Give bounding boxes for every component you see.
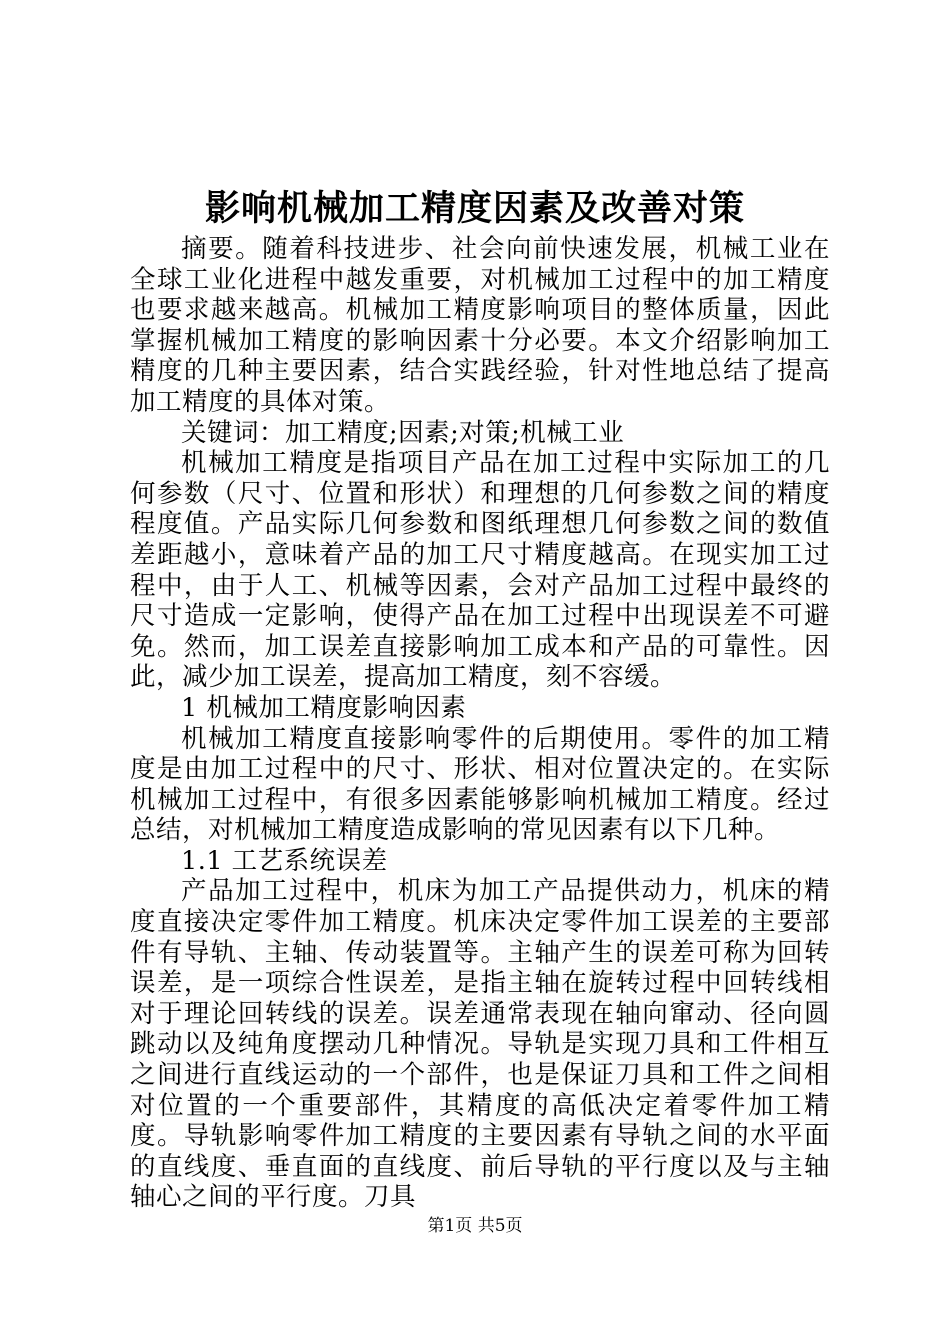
section-1-paragraph: 机械加工精度直接影响零件的后期使用。零件的加工精度是由加工过程中的尺寸、形状、相对位置决定的。在实际机械加工过程中，有很多因素能够影响机械加工精度。经过总结，对机械加工精度造成影响的常见因素有以下几种。 xyxy=(130,723,830,846)
intro-paragraph: 机械加工精度是指项目产品在加工过程中实际加工的几何参数（尺寸、位置和形状）和理想的几何参数之间的精度程度值。产品实际几何参数和图纸理想几何参数之间的数值差距越小，意味着产品的加工尺寸精度越高。在现实加工过程中，由于人工、机械等因素，会对产品加工过程中最终的尺寸造成一定影响，使得产品在加工过程中出现误差不可避免。然而，加工误差直接影响加工成本和产品的可靠性。因此，减少加工误差，提高加工精度，刻不容缓。 xyxy=(130,448,830,693)
abstract-paragraph: 摘要。随着科技进步、社会向前快速发展，机械工业在全球工业化进程中越发重要，对机械加工过程中的加工精度也要求越来越高。机械加工精度影响项目的整体质量，因此掌握机械加工精度的影响因素十分必要。本文介绍影响加工精度的几种主要因素，结合实践经验，针对性地总结了提高加工精度的具体对策。 xyxy=(130,234,830,417)
document-body xyxy=(130,234,830,1213)
section-heading-1: 1 机械加工精度影响因素 xyxy=(181,692,467,723)
document-title: 影响机械加工精度因素及改善对策 xyxy=(204,188,745,229)
section-heading-1-1: 1.1 工艺系统误差 xyxy=(181,845,388,876)
page-number-footer: 第1页 共5页 xyxy=(427,1216,523,1236)
keywords-paragraph: 关键词：加工精度;因素;对策;机械工业 xyxy=(181,417,625,448)
section-1-1-paragraph: 产品加工过程中，机床为加工产品提供动力，机床的精度直接决定零件加工精度。机床决定零件加工误差的主要部件有导轨、主轴、传动装置等。主轴产生的误差可称为回转误差，是一项综合性误差，是指主轴在旋转过程中回转线相对于理论回转线的误差。误差通常表现在轴向窜动、径向圆跳动以及纯角度摆动几种情况。导轨是实现刀具和工件相互之间进行直线运动的一个部件，也是保证刀具和工件之间相对位置的一个重要部件，其精度的高低决定着零件加工精度。导轨影响零件加工精度的主要因素有导轨之间的水平面的直线度、垂直面的直线度、前后导轨的平行度以及与主轴轴心之间的平行度。刀具 xyxy=(130,876,830,1213)
